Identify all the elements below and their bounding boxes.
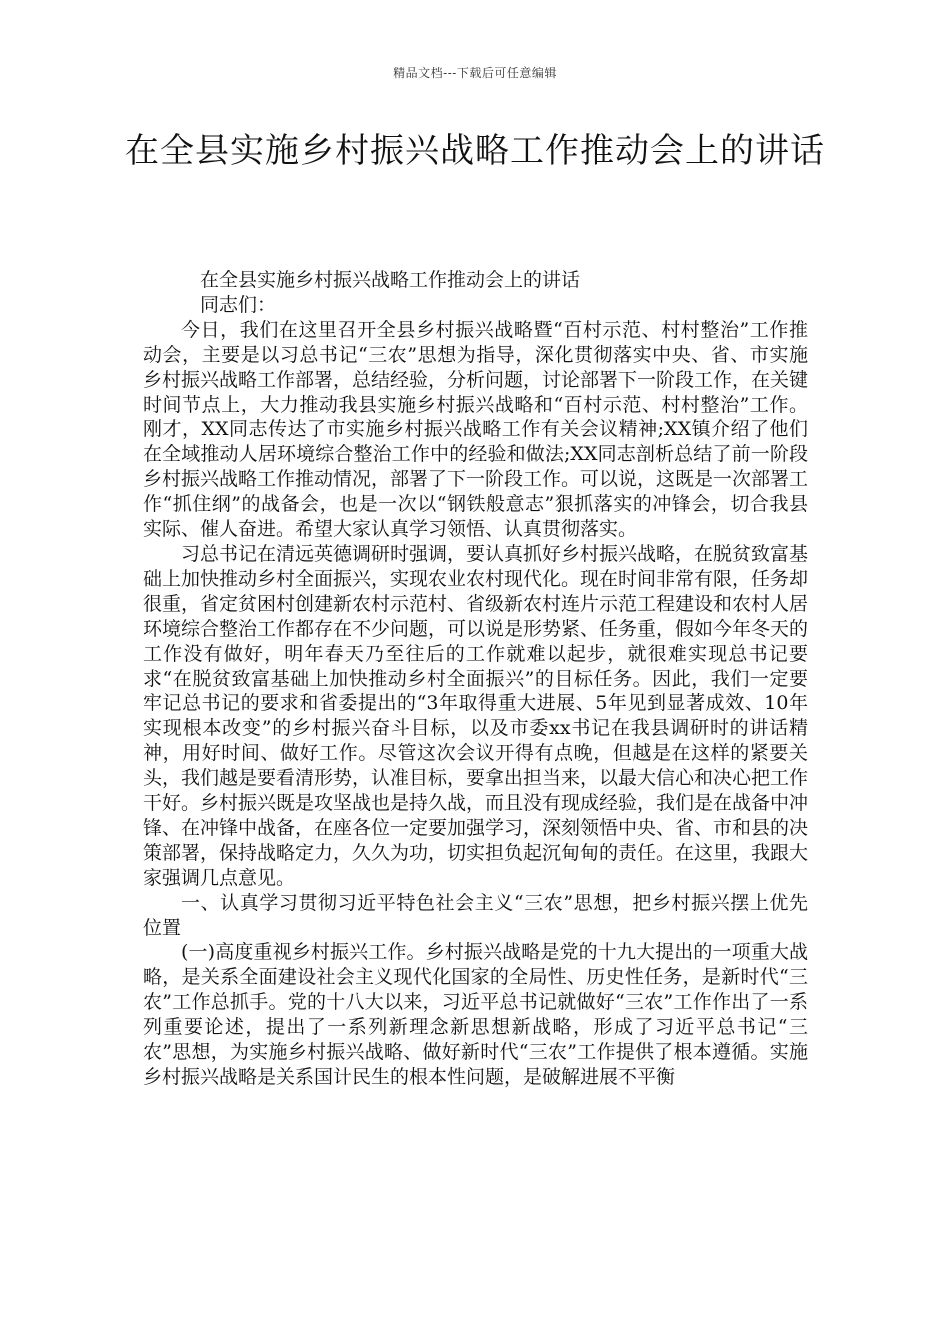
document-subtitle: 在全县实施乡村振兴战略工作推动会上的讲话 (200, 269, 581, 291)
paragraph-opening: 今日，我们在这里召开全县乡村振兴战略暨“百村示范、村村整治”工作推动会，主要是以习总书记“三农”思想为指导，深化贯彻落实中央、省、市实施乡村振兴战略工作部署，总结经验，分析问题，讨论部署下一阶段工作，在关键时间节点上，大力推动我县实施乡村振兴战略和“百村示范、村村整治”工作。刚才，XX同志传达了市实施乡村振兴战略工作有关会议精神;XX镇介绍了他们在全域推动人居环境综合整治工作中的经验和做法;XX同志剖析总结了前一阶段乡村振兴战略工作推动情况，部署了下一阶段工作。可以说，这既是一次部署工作“抓住纲”的战备会，也是一次以“钢铁般意志”狠抓落实的冲锋会，切合我县实际、催人奋进。希望大家认真学习领悟、认真贯彻落实。 (143, 318, 809, 541)
section-heading-1: 一、认真学习贯彻习近平特色社会主义“三农”思想，把乡村振兴摆上优先位置 (143, 891, 808, 939)
paragraph-subsection-1: (一)高度重视乡村振兴工作。乡村振兴战略是党的十九大提出的一项重大战略，是关系全面建设社会主义现代化国家的全局性、历史性任务，是新时代“三农”工作总抓手。党的十八大以来，习近平总书记就做好“三农”工作作出了一系列重要论述，提出了一系列新理念新思想新战略，形成了习近平总书记“三农”思想，为实施乡村振兴战略、做好新时代“三农”工作提供了根本遵循。实施乡村振兴战略是关系国计民生的根本性问题，是破解进展不平衡 (143, 941, 808, 1088)
document-body (143, 268, 808, 1090)
salutation: 同志们： (200, 293, 277, 316)
paragraph-background: 习总书记在清远英德调研时强调，要认真抓好乡村振兴战略，在脱贫致富基础上加快推动乡村全面振兴，实现农业农村现代化。现在时间非常有限，任务却很重，省定贫困村创建新农村示范村、省级新农村连片示范工程建设和农村人居环境综合整治工作都存在不少问题，可以说是形势紧、任务重，假如今年冬天的工作没有做好，明年春天乃至往后的工作就难以起步，就很难实现总书记要求“在脱贫致富基础上加快推动乡村全面振兴”的目标任务。因此，我们一定要牢记总书记的要求和省委提出的“3年取得重大进展、5年见到显著成效、10年实现根本改变”的乡村振兴奋斗目标，以及市委xx书记在我县调研时的讲话精神，用好时间、做好工作。尽管这次会议开得有点晚，但越是在这样的紧要关头，我们越是要看清形势，认准目标，要拿出担当来，以最大信心和决心把工作干好。乡村振兴既是攻坚战也是持久战，而且没有现成经验，我们是在战备中冲锋、在冲锋中战备，在座各位一定要加强学习，深刻领悟中央、省、市和县的决策部署，保持战略定力，久久为功，切实担负起沉甸甸的责任。在这里，我跟大家强调几点意见。 (143, 542, 809, 889)
header-note: 精品文档---下载后可任意编辑 (393, 66, 557, 80)
document-title: 在全县实施乡村振兴战略工作推动会上的讲话 (125, 131, 825, 171)
